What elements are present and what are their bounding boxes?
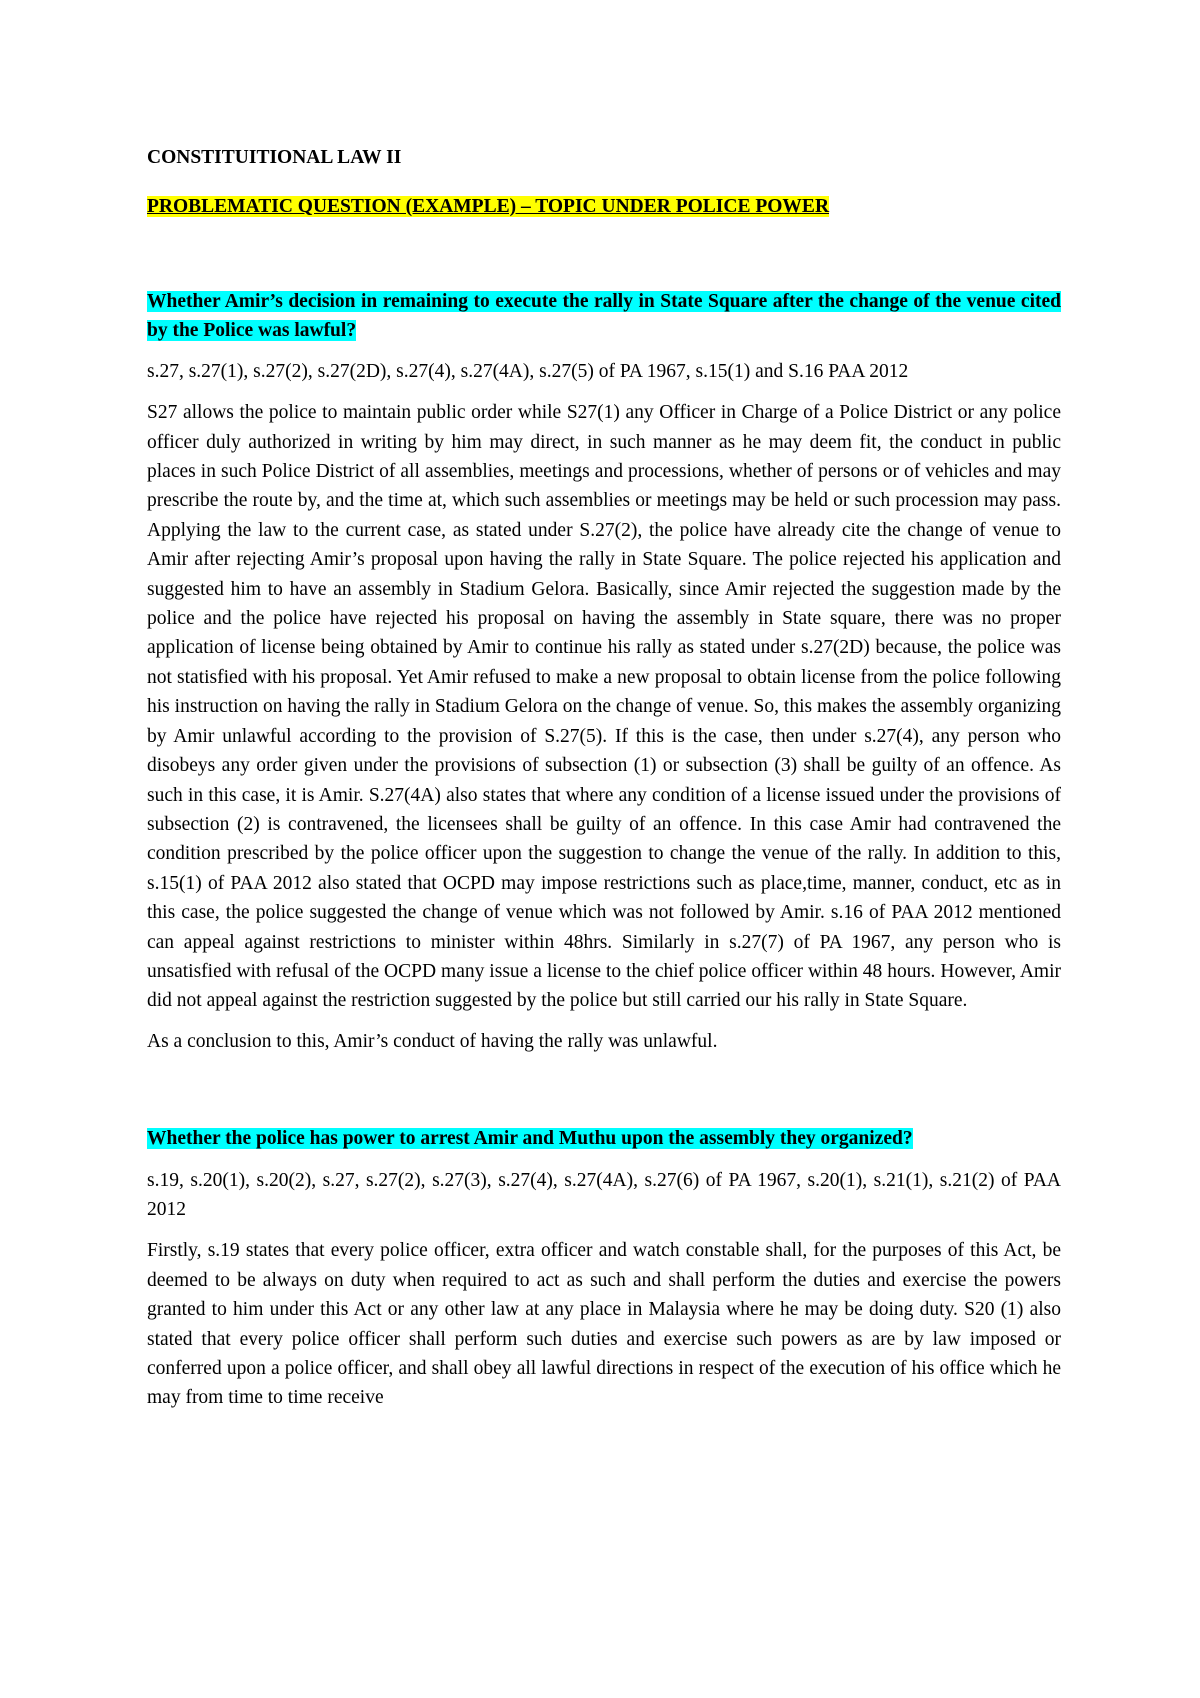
analysis-paragraph: S27 allows the police to maintain public order while S27(1) any Officer in Charge of a Police District or any police officer duly authorized in writing by him may direct, in such manner as he may deem fit, the conduct in public places in such Police District of all assemblies, meetings and processions, whether of persons or of vehicles and may prescribe the route by, and the time at, which such assemblies or meetings may be held or such procession may pass. Applying the law to the current case, as stated under S.27(2), the police have already cite the change of venue to Amir after rejecting Amir’s proposal upon having the rally in State Square. The police rejected his application and suggested him to have an assembly in Stadium Gelora. Basically, since Amir rejected the suggestion made by the police and the police have rejected his proposal on having the assembly in State square, there was no proper application of license being obtained by Amir to continue his rally as stated under s.27(2D) because, the police was not statisfied with his proposal. Yet Amir refused to make a new proposal to obtain license from the police following his instruction on having the rally in Stadium Gelora on the change of venue. So, this makes the assembly organizing by Amir unlawful according to the provision of S.27(5). If this is the case, then under s.27(4), any person who disobeys any order given under the provisions of subsection (1) or subsection (3) shall be guilty of an offence. As such in this case, it is Amir. S.27(4A) also states that where any condition of a license issued under the provisions of subsection (2) is contravened, the licensees shall be guilty of an offence. In this case Amir had contravened the condition prescribed by the police officer upon the suggestion to change the venue of the rally. In addition to this, s.15(1) of PAA 2012 also stated that OCPD may impose restrictions such as place,time, manner, conduct, etc as in this case, the police suggested the change of venue which was not followed by Amir. s.16 of PAA 2012 mentioned can appeal against restrictions to minister within 48hrs. Similarly in s.27(7) of PA 1967, any person who is unsatisfied with refusal of the OCPD many issue a license to the chief police officer within 48 hours. However, Amir did not appeal against the restriction suggested by the police but still carried our his rally in State Square.	[147, 402, 1061, 1012]
section-2	[147, 1124, 1061, 1413]
question-highlight: Whether Amir’s decision in remaining to execute the rally in State Square after the change of the venue cited by the Police was lawful?	[147, 291, 1061, 342]
subtitle-highlight: PROBLEMATIC QUESTION (EXAMPLE) – TOPIC UNDER POLICE POWER	[147, 196, 830, 217]
statute-references: s.27, s.27(1), s.27(2), s.27(2D), s.27(4), s.27(4A), s.27(5) of PA 1967, s.15(1) and S.16 PAA 2012	[147, 360, 909, 382]
conclusion-paragraph: As a conclusion to this, Amir’s conduct of having the rally was unlawful.	[147, 1030, 718, 1052]
document-title: CONSTITUITIONAL LAW II	[147, 147, 402, 168]
document-page	[147, 146, 1061, 1413]
statute-references: s.19, s.20(1), s.20(2), s.27, s.27(2), s.27(3), s.27(4), s.27(4A), s.27(6) of PA 1967, s.20(1), s.21(1), s.21(2) of PAA 2012	[147, 1169, 1061, 1220]
question-heading	[147, 287, 1061, 346]
analysis-paragraph: Firstly, s.19 states that every police officer, extra officer and watch constable shall, for the purposes of this Act, be deemed to be always on duty when required to act as such and shall perform the duties and exercise the powers granted to him under this Act or any other law at any place in Malaysia where he may be doing duty. S20 (1) also stated that every police officer shall perform such duties and exercise such powers as are by law imposed or conferred upon a police officer, and shall obey all lawful directions in respect of the execution of his office which he may from time to time receive	[147, 1240, 1061, 1409]
document-subtitle	[147, 195, 1061, 219]
question-highlight: Whether the police has power to arrest Amir and Muthu upon the assembly they organized?	[147, 1128, 913, 1150]
section-1	[147, 287, 1061, 1056]
question-heading	[147, 1124, 1061, 1153]
